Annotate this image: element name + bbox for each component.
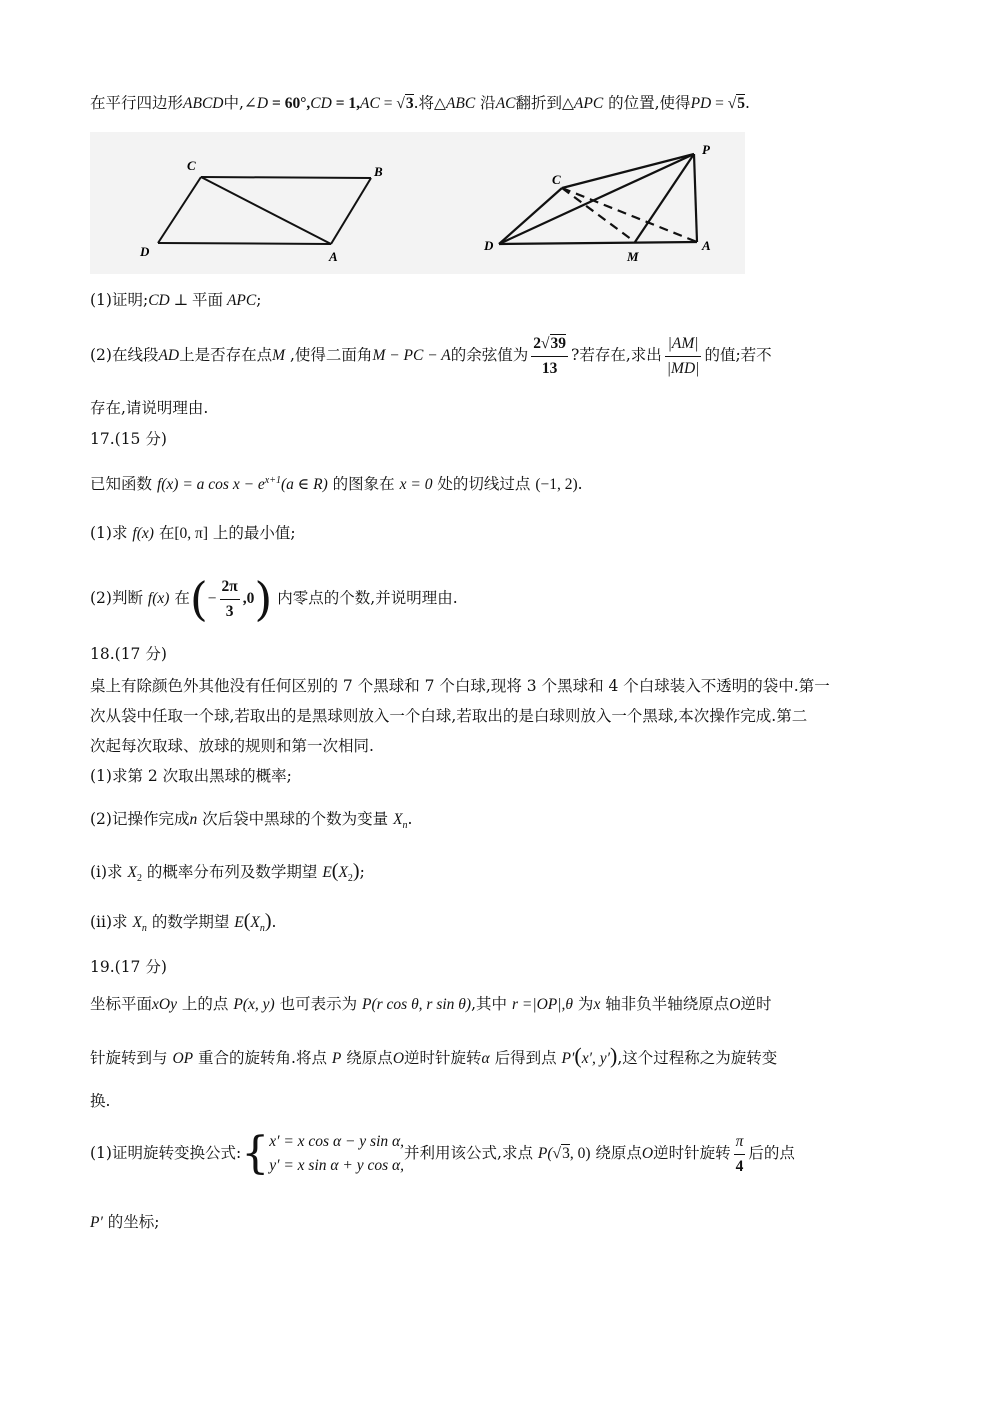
problem17-q1: (1)求 f(x) 在[0, π] 上的最小值; xyxy=(90,524,296,542)
problem16-q2-cont: 存在,请说明理由. xyxy=(90,399,209,417)
problem19-line-1: 坐标平面xOy 上的点 P(x, y) 也可表示为 P(r cos θ, r sin θ),其中 r =|OP|,θ 为x 轴非负半轴绕原点O逆时 xyxy=(90,995,772,1013)
label-b-left: B xyxy=(374,164,383,179)
rotation-formula-system: x′ = x cos α − y sin α, y′ = x sin α + y cos α, xyxy=(269,1133,405,1174)
label-d-left: D xyxy=(140,244,150,259)
problem18-q1: (1)求第 2 次取出黑球的概率; xyxy=(90,767,292,785)
problem18-line-2: 次从袋中任取一个球,若取出的是黑球则放入一个白球,若取出的是白球则放入一个黑球,本次操作完成.第二 xyxy=(90,707,808,725)
ratio-fraction: $\frac{|AM|}{|MD|}$ xyxy=(665,332,702,381)
problem18-qii: (ii)求 $X_n$ 的数学期望 $E(X_n)$. xyxy=(90,910,277,935)
problem17-header: 17.(15 分) xyxy=(90,430,167,448)
label-m-right: M xyxy=(627,249,639,264)
label-d-right: D xyxy=(484,238,494,253)
problem18-line-1: 桌上有除颜色外其他没有任何区别的 7 个黑球和 7 个白球,现将 3 个黑球和 4 个白球装入不透明的袋中.第一 xyxy=(90,677,830,695)
problem19-q1: (1)证明旋转变换公式:{ x′ = x cos α − y sin α, y′ = x sin α + y cos α, 并利用该公式,求点 P(√3, 0) 绕原点O逆时针旋转 $\frac{\pi}{4}$ 后的点 xyxy=(90,1128,795,1179)
interval-fraction: $\frac{2\pi}{3}$ xyxy=(220,575,240,624)
problem19-q1-cont: P′ 的坐标; xyxy=(90,1213,160,1231)
problem19-line-3: 换. xyxy=(90,1092,111,1110)
problem18-q2: (2)记操作完成n 次后袋中黑球的个数为变量 $X_n$. xyxy=(90,810,413,832)
problem19-header: 19.(17 分) xyxy=(90,958,167,976)
problem17-statement: 已知函数 f(x) = a $\cos x - e^{x+1}(a$ ∈ R) 的图象在 x = 0 处的切线过点 (−1, 2). xyxy=(90,475,583,494)
problem16-statement: 在平行四边形ABCD中,∠D = 60°,CD = 1,AC = √3.将△ABC 沿AC翻折到△APC 的位置,使得PD = √5. xyxy=(90,94,750,112)
label-a-left: A xyxy=(329,249,338,264)
problem18-header: 18.(17 分) xyxy=(90,645,167,663)
problem16-q1: (1)证明;CD ⊥ 平面 APC; xyxy=(90,291,262,309)
angle-fraction: $\frac{\pi}{4}$ xyxy=(734,1130,746,1179)
geometry-figure xyxy=(90,132,745,274)
problem19-line-2: 针旋转到与 OP 重合的旋转角.将点 P 绕原点O逆时针旋转α 后得到点 P′(x′, y′),这个过程称之为旋转变 xyxy=(90,1043,778,1068)
label-a-right: A xyxy=(702,238,711,253)
label-c-left: C xyxy=(187,158,196,173)
label-p-right: P xyxy=(702,142,710,157)
cosine-fraction: $\frac{2√39}{13}$ xyxy=(531,332,568,381)
label-c-right: C xyxy=(552,172,561,187)
problem17-q2: (2)判断 f(x) 在(− $\frac{2\pi}{3}$ ,0) 内零点的个数,并说明理由. xyxy=(90,572,458,626)
problem18-qi: (i)求 $X_2$ 的概率分布列及数学期望 $E(X_2)$; xyxy=(90,860,365,885)
problem18-line-3: 次起每次取球、放球的规则和第一次相同. xyxy=(90,737,374,755)
problem16-q2: (2)在线段AD上是否存在点M ,使得二面角M − PC − A的余弦值为 $\frac{2√39}{13}$ ?若存在,求出 $\frac{|AM|}{|MD|}$ 的值;若不 xyxy=(90,329,772,382)
